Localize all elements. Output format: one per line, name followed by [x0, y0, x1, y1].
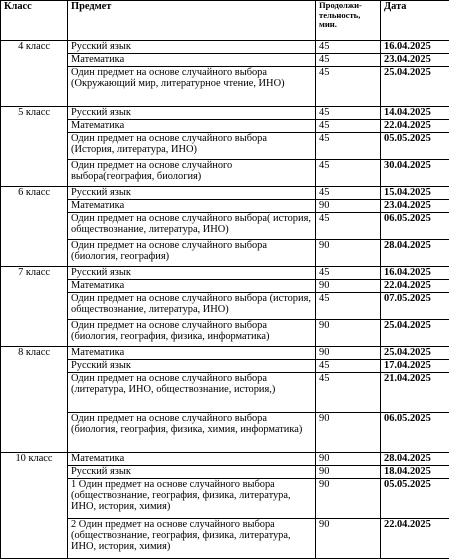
table-row: [1, 67, 449, 107]
header-class: Класс: [1, 1, 68, 41]
subject-cell: Один предмет на основе случайного выбора (Окружающий мир, литературное чтение, ИНО): [68, 67, 316, 107]
subject-cell: Один предмет на основе случайного выбора (литература, ИНО, обществознание, история,): [68, 373, 316, 413]
table-row: [1, 453, 449, 466]
subject-cell: Математика: [68, 54, 316, 67]
table-row: [1, 466, 449, 479]
date-cell: 25.04.2025: [381, 347, 449, 360]
subject-cell: Один предмет на основе случайного выбора( история, обществознание, литература, ИНО): [68, 213, 316, 240]
subject-cell: Русский язык: [68, 267, 316, 280]
date-cell: 16.04.2025: [381, 267, 449, 280]
duration-cell: 90: [316, 280, 381, 293]
table-row: [1, 479, 449, 519]
subject-cell: Русский язык: [68, 360, 316, 373]
table-row: [1, 293, 449, 320]
table-row: [1, 320, 449, 347]
date-cell: 07.05.2025: [381, 293, 449, 320]
date-cell: 05.05.2025: [381, 133, 449, 160]
table-row: [1, 360, 449, 373]
date-cell: 21.04.2025: [381, 373, 449, 413]
class-cell: 7 класс: [1, 267, 68, 347]
duration-cell: 90: [316, 240, 381, 267]
date-cell: 22.04.2025: [381, 120, 449, 133]
date-cell: 22.04.2025: [381, 280, 449, 293]
duration-cell: 45: [316, 120, 381, 133]
duration-cell: 45: [316, 373, 381, 413]
subject-cell: Один предмет на основе случайного выбора (биология, география, физика, химия, информатика): [68, 413, 316, 453]
date-cell: 15.04.2025: [381, 187, 449, 200]
table-row: [1, 240, 449, 267]
duration-cell: 90: [316, 320, 381, 347]
subject-cell: Русский язык: [68, 107, 316, 120]
duration-cell: 45: [316, 41, 381, 54]
subject-cell: Один предмет на основе случайного выбора (биология, география): [68, 240, 316, 267]
class-cell: 6 класс: [1, 187, 68, 267]
header-subject: Предмет: [68, 1, 316, 41]
class-cell: 4 класс: [1, 41, 68, 107]
date-cell: 28.04.2025: [381, 453, 449, 466]
duration-cell: 45: [316, 107, 381, 120]
duration-cell: 45: [316, 267, 381, 280]
subject-cell: Один предмет на основе случайного выбора (история, обществознание, литература, ИНО): [68, 293, 316, 320]
table-row: [1, 107, 449, 120]
duration-cell: 90: [316, 466, 381, 479]
subject-cell: 1 Один предмет на основе случайного выбора (обществознание, география, физика, литература, ИНО, история, химия): [68, 479, 316, 519]
duration-cell: 90: [316, 453, 381, 466]
date-cell: 05.05.2025: [381, 479, 449, 519]
duration-cell: 45: [316, 360, 381, 373]
header-row: [1, 1, 449, 41]
table-row: [1, 213, 449, 240]
date-cell: 16.04.2025: [381, 41, 449, 54]
subject-cell: 2 Один предмет на основе случайного выбора (обществознание, география, физика, литература, ИНО, история, химия): [68, 519, 316, 559]
subject-cell: Русский язык: [68, 187, 316, 200]
date-cell: 28.04.2025: [381, 240, 449, 267]
subject-cell: Русский язык: [68, 466, 316, 479]
date-cell: 17.04.2025: [381, 360, 449, 373]
duration-cell: 45: [316, 187, 381, 200]
table-row: [1, 160, 449, 187]
date-cell: 06.05.2025: [381, 213, 449, 240]
subject-cell: Математика: [68, 347, 316, 360]
subject-cell: Один предмет на основе случайного выбора (биология, география, физика, информатика): [68, 320, 316, 347]
table-body: [1, 41, 449, 559]
duration-cell: 45: [316, 54, 381, 67]
table-row: [1, 280, 449, 293]
subject-cell: Математика: [68, 280, 316, 293]
date-cell: 14.04.2025: [381, 107, 449, 120]
duration-cell: 45: [316, 133, 381, 160]
table-row: [1, 267, 449, 280]
subject-cell: Один предмет на основе случайного выбора(география, биология): [68, 160, 316, 187]
duration-cell: 90: [316, 413, 381, 453]
table-row: [1, 54, 449, 67]
date-cell: 18.04.2025: [381, 466, 449, 479]
duration-cell: 45: [316, 293, 381, 320]
subject-cell: Математика: [68, 200, 316, 213]
subject-cell: Один предмет на основе случайного выбора (История, литература, ИНО): [68, 133, 316, 160]
date-cell: 23.04.2025: [381, 200, 449, 213]
table-row: [1, 187, 449, 200]
date-cell: 25.04.2025: [381, 67, 449, 107]
duration-cell: 90: [316, 200, 381, 213]
class-cell: 10 класс: [1, 453, 68, 559]
date-cell: 22.04.2025: [381, 519, 449, 559]
duration-cell: 90: [316, 479, 381, 519]
class-cell: 8 класс: [1, 347, 68, 453]
duration-cell: 45: [316, 67, 381, 107]
date-cell: 06.05.2025: [381, 413, 449, 453]
duration-cell: 45: [316, 160, 381, 187]
subject-cell: Русский язык: [68, 41, 316, 54]
subject-cell: Математика: [68, 453, 316, 466]
header-duration: Продолжи-тельность, мин.: [316, 1, 381, 41]
table-row: [1, 373, 449, 413]
table-row: [1, 347, 449, 360]
table-row: [1, 200, 449, 213]
subject-cell: Математика: [68, 120, 316, 133]
table-row: [1, 133, 449, 160]
duration-cell: 45: [316, 213, 381, 240]
duration-cell: 90: [316, 347, 381, 360]
table-row: [1, 41, 449, 54]
date-cell: 23.04.2025: [381, 54, 449, 67]
class-cell: 5 класс: [1, 107, 68, 187]
header-date: Дата: [381, 1, 449, 41]
duration-cell: 90: [316, 519, 381, 559]
table-row: [1, 519, 449, 559]
date-cell: 25.04.2025: [381, 320, 449, 347]
table-row: [1, 413, 449, 453]
table-row: [1, 120, 449, 133]
date-cell: 30.04.2025: [381, 160, 449, 187]
